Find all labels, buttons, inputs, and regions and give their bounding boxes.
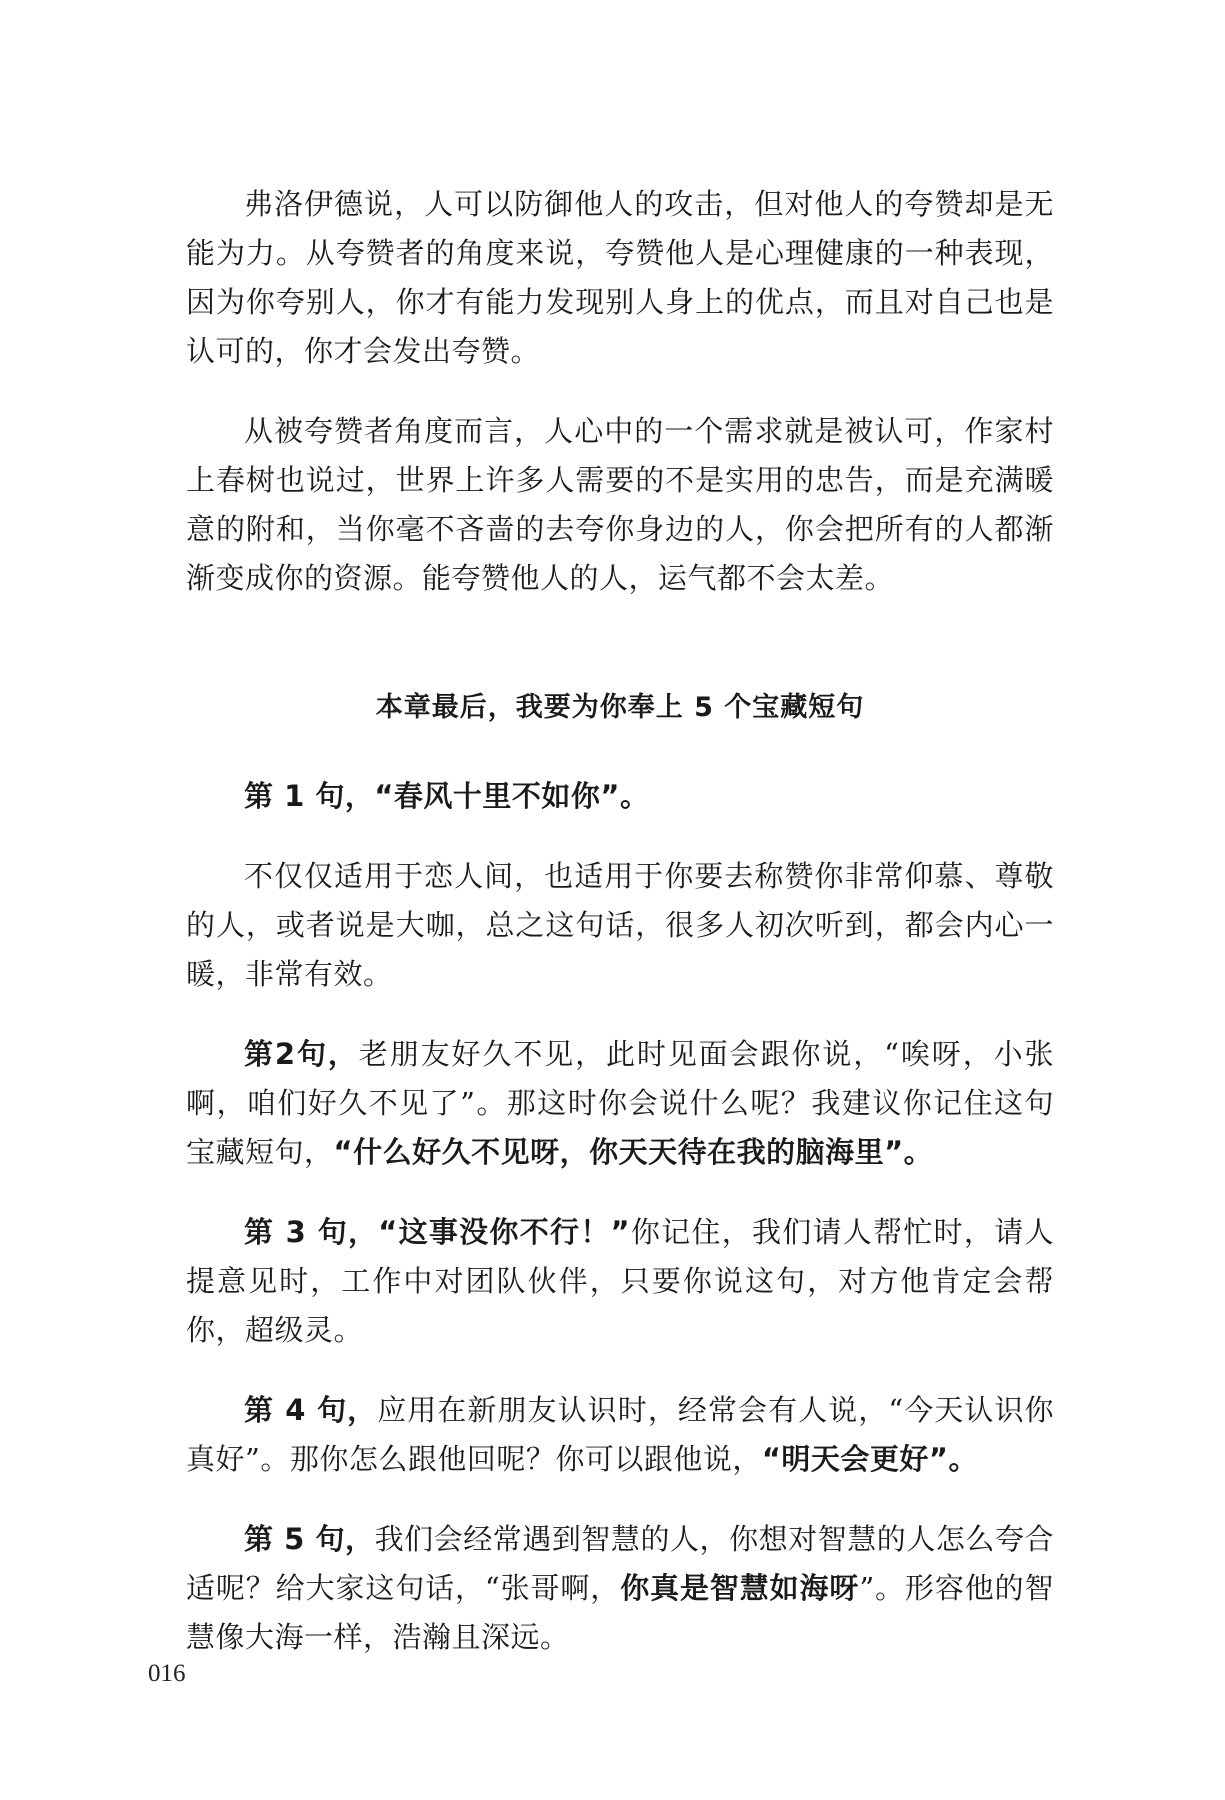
sentence-4-text: 应用在新朋友认识时，经常会有人说，“今天认识你真好”。那你怎么跟他回呢？你可以跟他说， bbox=[186, 1393, 1055, 1476]
page-content bbox=[186, 180, 1054, 1693]
sentence-2-text: 老朋友好久不见，此时见面会跟你说，“唉呀，小张啊，咱们好久不见了”。那这时你会说什么呢？我建议你记住这句宝藏短句， bbox=[186, 1037, 1054, 1169]
paragraph-freud: 弗洛伊德说，人可以防御他人的攻击，但对他人的夸赞却是无能为力。从夸赞者的角度来说，夸赞他人是心理健康的一种表现，因为你夸别人，你才有能力发现别人身上的优点，而且对自己也是认可的，你才会发出夸赞。 bbox=[186, 187, 1054, 368]
sentence-1-title bbox=[186, 772, 1054, 821]
paragraph-murakami: 从被夸赞者角度而言，人心中的一个需求就是被认可，作家村上春树也说过，世界上许多人需要的不是实用的忠告，而是充满暖意的附和，当你毫不吝啬的去夸你身边的人，你会把所有的人都渐渐变成你的资源。能夸赞他人的人，运气都不会太差。 bbox=[186, 414, 1054, 595]
sentence-4-paragraph bbox=[186, 1386, 1054, 1484]
sentence-5-paragraph bbox=[186, 1515, 1054, 1662]
sentence-4-quote: “明天会更好”。 bbox=[761, 1442, 978, 1476]
sentence-1-title-text: 第 1 句，“春风十里不如你”。 bbox=[244, 779, 650, 813]
sentence-5-text-1: 我们会经常遇到智慧的人，你想对智慧的人怎么夸合适呢？给大家这句话，“张哥啊， bbox=[186, 1522, 1054, 1605]
sentence-4-lead: 第 4 句， bbox=[244, 1393, 378, 1427]
sentence-5-lead: 第 5 句， bbox=[244, 1522, 375, 1556]
sentence-2-lead: 第2句， bbox=[244, 1037, 359, 1071]
sentence-2-paragraph bbox=[186, 1030, 1054, 1177]
sentence-5-quote: 你真是智慧如海呀 bbox=[620, 1571, 860, 1605]
page-number: 016 bbox=[148, 1660, 186, 1687]
sentence-3-text: 你记住，我们请人帮忙时，请人提意见时，工作中对团队伙伴，只要你说这句，对方他肯定会帮你，超级灵。 bbox=[186, 1215, 1054, 1347]
section-heading: 本章最后，我要为你奉上 5 个宝藏短句 bbox=[375, 692, 865, 723]
sentence-1-body: 不仅仅适用于恋人间，也适用于你要去称赞你非常仰慕、尊敬的人，或者说是大咖，总之这句话，很多人初次听到，都会内心一暖，非常有效。 bbox=[186, 859, 1054, 991]
sentence-2-quote: “什么好久不见呀，你天天待在我的脑海里”。 bbox=[333, 1135, 934, 1169]
sentence-3-lead: 第 3 句，“这事没你不行！” bbox=[244, 1215, 631, 1249]
sentence-5-text-2: ”。形容他的智慧像大海一样，浩瀚且深远。 bbox=[186, 1571, 1054, 1654]
sentence-3-paragraph bbox=[186, 1208, 1054, 1355]
